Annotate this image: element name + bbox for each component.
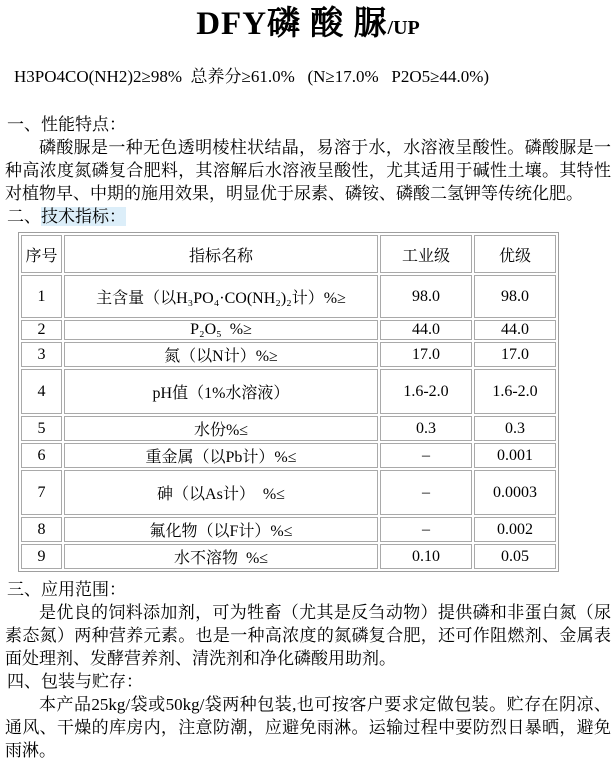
cell-indicator: 水不溶物 %≤: [64, 544, 378, 569]
cell-indicator: 氟化物（以F计）%≤: [64, 517, 378, 542]
cell-industrial: 0.10: [380, 544, 472, 569]
assay-line: H3PO4CO(NH2)2≥98% 总养分≥61.0% (N≥17.0% P2O5≥44.0%): [14, 67, 490, 86]
cell-industrial: 98.0: [380, 275, 472, 318]
cell-premium: 1.6-2.0: [474, 369, 556, 414]
spec-table: [18, 232, 559, 572]
cell-index: 8: [21, 517, 62, 542]
col-header-index: 序号: [21, 235, 62, 273]
table-row: [21, 275, 556, 318]
cell-industrial: 17.0: [380, 342, 472, 367]
table-header-row: [21, 235, 556, 273]
section-4-body: 本产品25kg/袋或50kg/袋两种包装,也可按客户要求定做包装。贮存在阴凉、通风、干燥的库房内，注意防潮，应避免雨淋。运输过程中要防烈日暴晒，避免雨淋。: [5, 695, 611, 760]
cell-premium: 17.0: [474, 342, 556, 367]
cell-indicator: 重金属（以Pb计）%≤: [64, 443, 378, 468]
page-title-main: DFY磷 酸 脲: [196, 6, 388, 42]
cell-index: 3: [21, 342, 62, 367]
cell-indicator: 主含量（以H₃PO₄·CO(NH₂)₂计）%≥: [64, 275, 378, 318]
table-row: [21, 416, 556, 441]
cell-industrial: 44.0: [380, 320, 472, 340]
cell-premium: 0.3: [474, 416, 556, 441]
section-2-heading-prefix: 二、: [7, 207, 41, 226]
table-row: [21, 470, 556, 515]
document-page: [0, 2, 616, 760]
cell-indicator: 氮（以N计）%≥: [64, 342, 378, 367]
cell-industrial: –: [380, 470, 472, 515]
cell-premium: 0.0003: [474, 470, 556, 515]
page-title: [0, 2, 616, 50]
table-row: [21, 544, 556, 569]
cell-premium: 98.0: [474, 275, 556, 318]
cell-industrial: 0.3: [380, 416, 472, 441]
cell-index: 6: [21, 443, 62, 468]
page-title-suffix: /UP: [387, 17, 420, 39]
cell-index: 5: [21, 416, 62, 441]
table-row: [21, 443, 556, 468]
col-header-indicator-name: 指标名称: [64, 235, 378, 273]
cell-index: 9: [21, 544, 62, 569]
cell-indicator: 砷（以As计） %≤: [64, 470, 378, 515]
cell-premium: 0.05: [474, 544, 556, 569]
section-3-heading: 三、应用范围：: [7, 580, 126, 599]
cell-premium: 0.002: [474, 517, 556, 542]
section-1-body: 磷酸脲是一种无色透明棱柱状结晶，易溶于水，水溶液呈酸性。磷酸脲是一种高浓度氮磷复合肥料，其溶解后水溶液呈酸性，尤其适用于碱性土壤。其特性对植物早、中期的施用效果，明显优于尿素、磷铵、磷酸二氢钾等传统化肥。: [5, 138, 611, 203]
table-row: [21, 517, 556, 542]
cell-index: 7: [21, 470, 62, 515]
section-4-heading: 四、包装与贮存：: [7, 672, 143, 691]
section-1-heading: 一、性能特点：: [7, 115, 126, 134]
cell-indicator: 水份%≤: [64, 416, 378, 441]
table-row: [21, 320, 556, 340]
cell-industrial: 1.6-2.0: [380, 369, 472, 414]
section-2-heading: [7, 205, 616, 228]
cell-premium: 0.001: [474, 443, 556, 468]
cell-industrial: –: [380, 517, 472, 542]
cell-index: 2: [21, 320, 62, 340]
cell-indicator: pH值（1%水溶液）: [64, 369, 378, 414]
cell-index: 1: [21, 275, 62, 318]
table-row: [21, 342, 556, 367]
section-3-body: 是优良的饲料添加剂，可为牲畜（尤其是反刍动物）提供磷和非蛋白氮（尿素态氮）两种营养元素。也是一种高浓度的氮磷复合肥，还可作阻燃剂、金属表面处理剂、发酵营养剂、清洗剂和净化磷酸用助剂。: [5, 603, 611, 668]
cell-premium: 44.0: [474, 320, 556, 340]
cell-industrial: –: [380, 443, 472, 468]
cell-indicator: P₂O₅ %≥: [64, 320, 378, 340]
cell-index: 4: [21, 369, 62, 414]
section-2-heading-highlight: 技术指标：: [41, 207, 126, 226]
col-header-industrial-grade: 工业级: [380, 235, 472, 273]
table-row: [21, 369, 556, 414]
col-header-premium-grade: 优级: [474, 235, 556, 273]
